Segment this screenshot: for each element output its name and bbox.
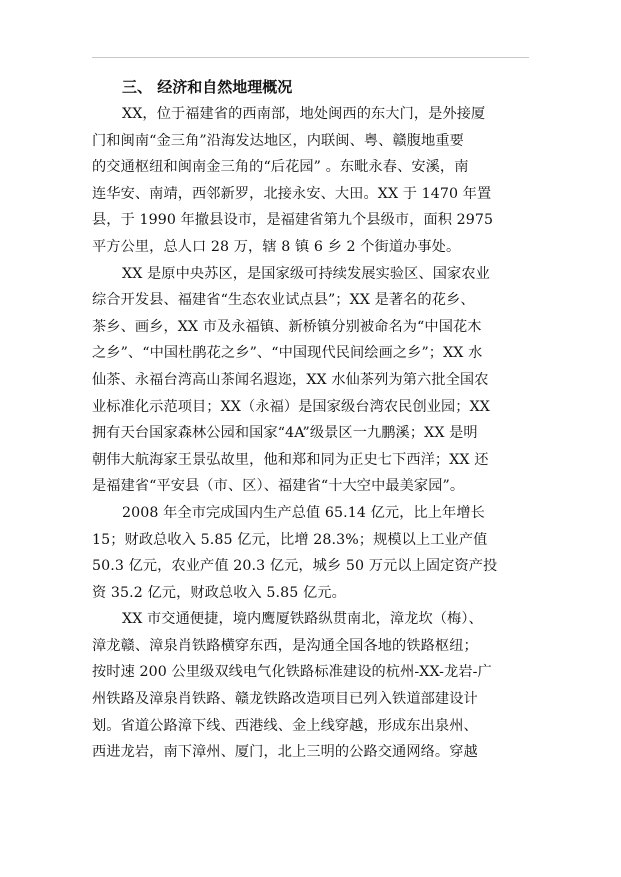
paragraph-line: 的交通枢纽和闽南金三角的“后花园” 。东毗永春、安溪，南 [92, 159, 469, 176]
paragraph-line: 划。省道公路漳下线、西港线、金上线穿越，形成东出泉州、 [92, 717, 478, 734]
paragraph-line: 县，于 1990 年撤县设市，是福建省第九个县级市，面积 2975 [92, 212, 494, 229]
paragraph-line: 西进龙岩，南下漳州、厦门，北上三明的公路交通网络。穿越 [92, 744, 478, 761]
paragraph-line: 州铁路及漳泉肖铁路、赣龙铁路改造项目已列入铁道部建设计 [92, 691, 478, 708]
paragraph-line: 平方公里，总人口 28 万，辖 8 镇 6 乡 2 个街道办事处。 [92, 238, 461, 255]
section-heading: 三、 经济和自然地理概况 [122, 78, 293, 96]
paragraph-line: 50.3 亿元，农业产值 20.3 亿元，城乡 50 万元以上固定资产投 [92, 558, 498, 575]
paragraph [92, 606, 529, 766]
paragraph-line: 漳龙赣、漳泉肖铁路横穿东西，是沟通全国各地的铁路枢纽； [92, 637, 478, 654]
paragraph [92, 261, 529, 500]
paragraph-line: 拥有天台国家森林公园和国家“4A”级景区一九鹏溪；XX 是明 [92, 425, 478, 442]
paragraph-line: 仙茶、永福台湾高山茶闻名遐迩，XX 水仙茶列为第六批全国农 [92, 371, 489, 388]
header-rule [92, 57, 529, 58]
paragraph-line: 茶乡、画乡，XX 市及永福镇、新桥镇分别被命名为“中国花木 [92, 318, 482, 335]
paragraph-line: XX 是原中央苏区，是国家级可持续发展实验区、国家农业 [122, 265, 490, 282]
paragraph-line: XX 市交通便捷，境内鹰厦铁路纵贯南北，漳龙坎（梅）、 [122, 611, 483, 628]
paragraph-line: 2008 年全市完成国内生产总值 65.14 亿元，比上年增长 [122, 504, 485, 521]
paragraph [92, 101, 529, 261]
paragraph-line: 朝伟大航海家王景弘故里，他和郑和同为正史七下西洋；XX 还 [92, 451, 489, 468]
paragraphs [92, 101, 529, 766]
paragraph-line: 综合开发县、福建省“生态农业试点县”；XX 是著名的花乡、 [92, 292, 475, 309]
paragraph-line: 资 35.2 亿元，财政总收入 5.85 亿元。 [92, 584, 346, 601]
paragraph-line: 业标准化示范项目；XX（永福）是国家级台湾农民创业园；XX [92, 398, 490, 415]
paragraph-line: 按时速 200 公里级双线电气化铁路标准建设的杭州-XX-龙岩-广 [92, 664, 492, 681]
document-body [92, 74, 529, 766]
paragraph [92, 500, 529, 606]
paragraph-line: 15；财政总收入 5.85 亿元，比增 28.3%；规模以上工业产值 [92, 531, 488, 548]
paragraph-line: 连华安、南靖，西邻新罗，北接永安、大田。XX 于 1470 年置 [92, 185, 492, 202]
paragraph-line: 门和闽南“金三角”沿海发达地区，内联闽、粤、赣腹地重要 [92, 132, 464, 149]
paragraph-line: 是福建省“平安县（市、区）、福建省“十大空中最美家园”。 [92, 478, 465, 495]
paragraph-line: XX，位于福建省的西南部，地处闽西的东大门，是外接厦 [122, 106, 486, 122]
paragraph-line: 之乡”、“中国杜鹃花之乡”、“中国现代民间绘画之乡”；XX 水 [92, 345, 483, 362]
